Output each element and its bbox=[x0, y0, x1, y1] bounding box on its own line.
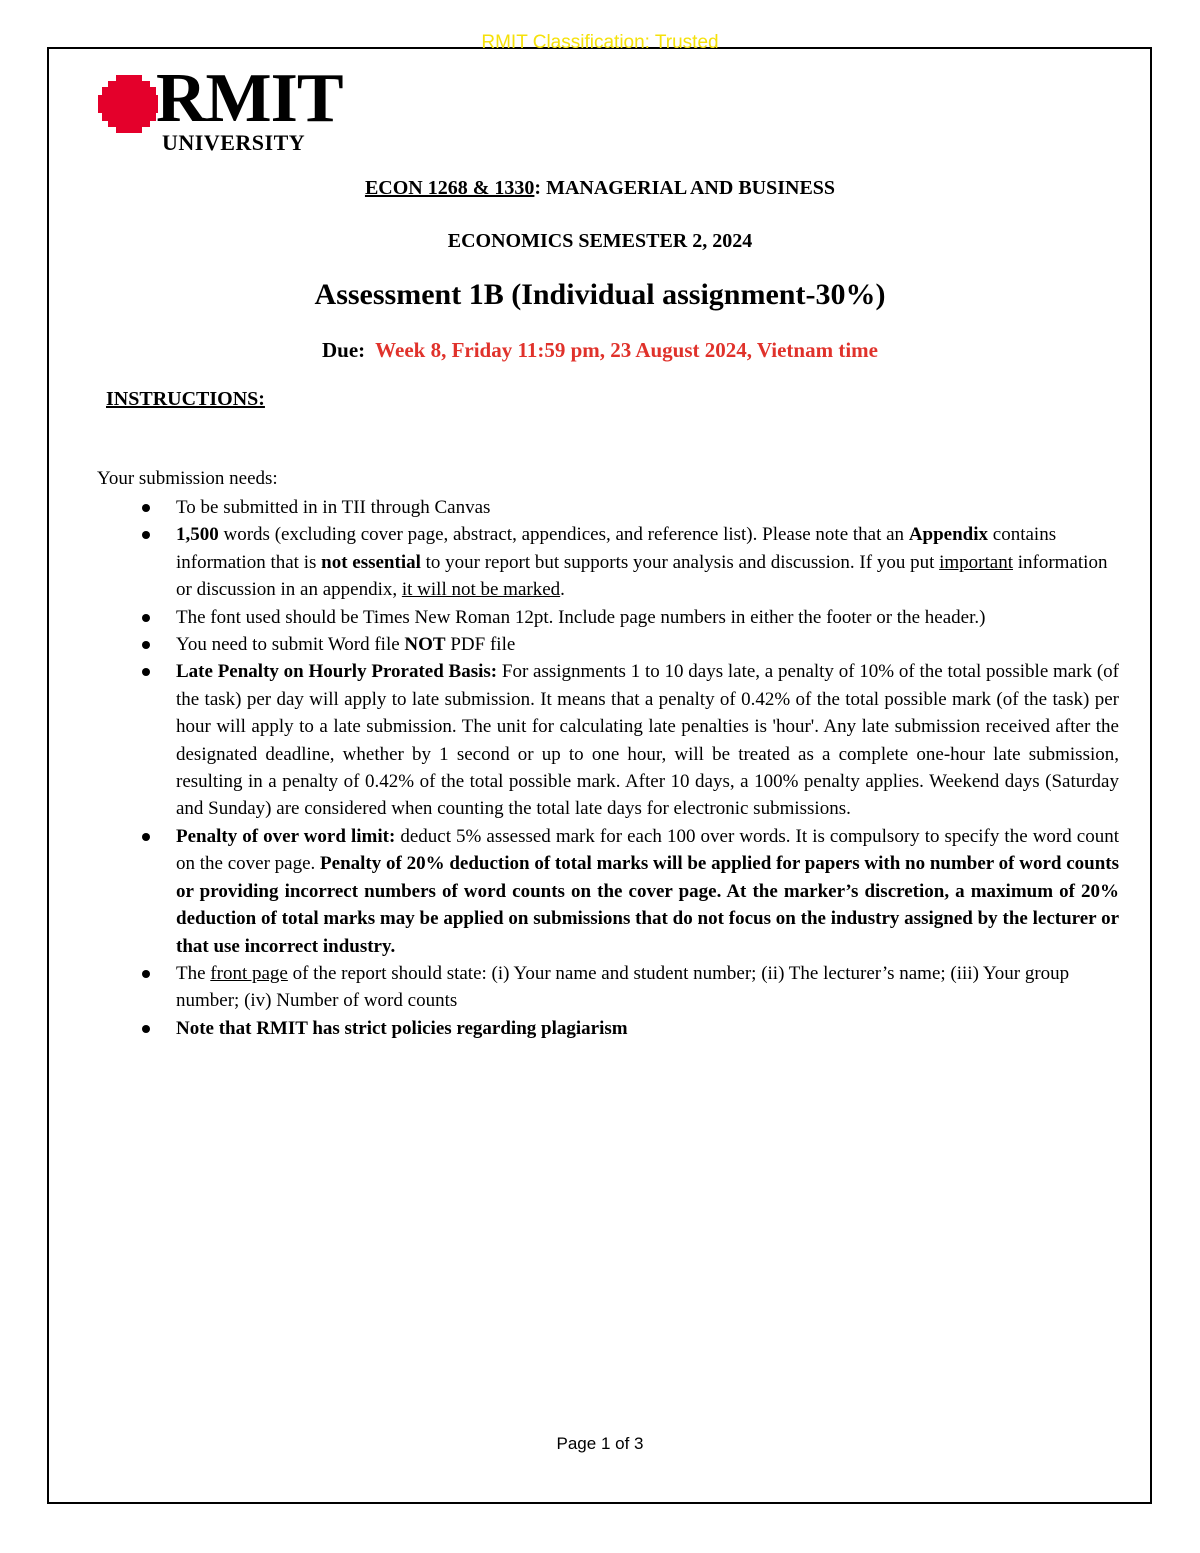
bullet-icon bbox=[142, 641, 150, 649]
bullet-icon bbox=[142, 614, 150, 622]
list-item: Note that RMIT has strict policies regarding plagiarism bbox=[134, 1015, 1119, 1042]
list-item: Penalty of over word limit: deduct 5% assessed mark for each 100 over words. It is compulsory to specify the word count on the cover page. Penalty of 20% deduction of total marks will be applied for papers with no number of word counts or providing incorrect numbers of word counts on the cover page. At the marker’s discretion, a maximum of 20% deduction of total marks may be applied on submissions that do not focus on the industry assigned by the lecturer or that use incorrect industry. bbox=[134, 823, 1119, 960]
rmit-pixel-mark-icon bbox=[98, 75, 158, 133]
logo-subword: UNIVERSITY bbox=[162, 130, 306, 155]
assessment-title: Assessment 1B (Individual assignment-30%) bbox=[314, 278, 886, 311]
list-item: The front page of the report should state: (i) Your name and student number; (ii) The lecturer’s name; (iii) Your group number; (iv) Number of word counts bbox=[134, 960, 1119, 1015]
list-item: The font used should be Times New Roman 12pt. Include page numbers in either the footer or the header.) bbox=[134, 604, 1119, 631]
page-number: Page 1 of 3 bbox=[556, 1434, 644, 1453]
requirements-list bbox=[134, 494, 1119, 1042]
due-value: Week 8, Friday 11:59 pm, 23 August 2024, Vietnam time bbox=[375, 338, 878, 362]
bullet-icon bbox=[142, 833, 150, 841]
list-item: Late Penalty on Hourly Prorated Basis: For assignments 1 to 10 days late, a penalty of 10% of the total possible mark (of the task) per day will apply to late submission. It means that a penalty of 0.42% of the total possible mark (of the task) per hour will apply to a late submission. The unit for calculating late penalties is 'hour'. Any late submission received after the designated deadline, whether by 1 second or up to one hour, will be treated as a complete one-hour late submission, resulting in a penalty of 0.42% of the total possible mark. After 10 days, a 100% penalty applies. Weekend days (Saturday and Sunday) are considered when counting the total late days for electronic submissions. bbox=[134, 658, 1119, 822]
course-code: ECON 1268 & 1330 bbox=[364, 177, 535, 199]
classification-label: RMIT Classification: Trusted bbox=[481, 32, 719, 53]
semester-line: ECONOMICS SEMESTER 2, 2024 bbox=[447, 230, 753, 252]
due-label: Due: bbox=[321, 338, 366, 362]
list-item: You need to submit Word file NOT PDF file bbox=[134, 631, 1119, 658]
list-item: To be submitted in in TII through Canvas bbox=[134, 494, 1119, 521]
course-name: MANAGERIAL AND BUSINESS bbox=[546, 177, 836, 199]
due-line bbox=[48, 338, 1152, 363]
logo-wordmark: RMIT bbox=[156, 60, 343, 137]
submission-intro: Your submission needs: bbox=[97, 468, 278, 489]
bullet-icon bbox=[142, 504, 150, 512]
instructions-heading: INSTRUCTIONS: bbox=[106, 388, 265, 410]
bullet-icon bbox=[142, 668, 150, 676]
course-colon: : bbox=[534, 177, 542, 199]
course-title bbox=[48, 177, 1152, 200]
bullet-icon bbox=[142, 531, 150, 539]
bullet-icon bbox=[142, 970, 150, 978]
bullet-icon bbox=[142, 1025, 150, 1033]
rmit-logo bbox=[98, 60, 343, 156]
list-item: 1,500 words (excluding cover page, abstract, appendices, and reference list). Please note that an Appendix contains information that is not essential to your report but supports your analysis and discussion. If you put important information or discussion in an appendix, it will not be marked. bbox=[134, 521, 1119, 603]
